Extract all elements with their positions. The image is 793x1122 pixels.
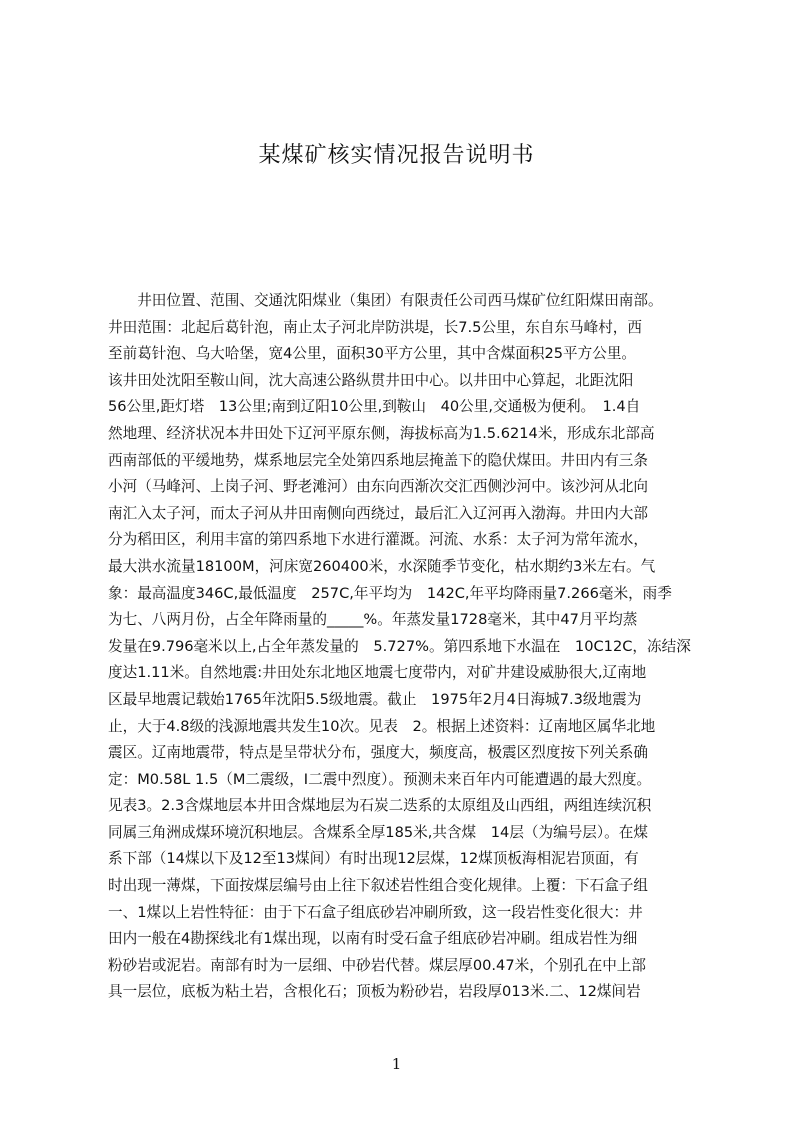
page-number: 1 [391, 1055, 402, 1073]
text-line: 系下部（14煤以下及12至13煤间）有时出现12层煤，12煤顶板海相泥岩顶面，有 [108, 850, 639, 868]
text-line: 56公里,距灯塔 13公里;南到辽阳10公里,到鞍山 40公里,交通极为便利。 1.4自 [108, 398, 641, 416]
text-line: 象：最高温度346C,最低温度 257C,年平均为 142C,年平均降雨量7.266毫米，雨季 [108, 584, 672, 602]
document-title: 某煤矿核实情况报告说明书 [258, 143, 535, 168]
text-line: 井田范围：北起后葛针泡，南止太子河北岸防洪堤，长7.5公里，东自东马峰村，西 [108, 318, 642, 336]
text-line: 至前葛针泡、乌大哈堡，宽4公里，面积30平方公里，其中含煤面积25平方公里。 [108, 345, 637, 363]
text-line: 然地理、经济状况本井田处下辽河平原东侧，海拔标高为1.5.6214米，形成东北部高 [108, 424, 655, 442]
text-line: 为七、八两月份，占全年降雨量的_____%。年蒸发量1728毫米，其中47月平均蒸 [108, 611, 638, 629]
text-line: 南汇入太子河，而太子河从井田南侧向西绕过，最后汇入辽河再入渤海。井田内大部 [108, 504, 648, 522]
text-line: 具一层位，底板为粘土岩，含根化石；顶板为粉砂岩，岩段厚013米.二、12煤间岩 [108, 983, 641, 1001]
text-line: 同属三角洲成煤环境沉积地层。含煤系全厚185米,共含煤 14层（为编号层）。在煤 [108, 823, 648, 841]
text-line: 最大洪水流量18100M，河床宽260400米，水深随季节变化，枯水期约3米左右。气 [108, 557, 656, 575]
text-line: 井田位置、范围、交通沈阳煤业（集团）有限责任公司西马煤矿位红阳煤田南部。 [108, 292, 663, 309]
text-line: 度达1.11米。自然地震:井田处东北地区地震七度带内，对矿井建设威胁很大,辽南地 [108, 664, 647, 682]
text-line: 发量在9.796毫米以上,占全年蒸发量的 5.727%。第四系地下水温在 10C12C，冻结深 [108, 637, 691, 655]
text-line: 见表3。2.3含煤地层本井田含煤地层为石炭二迭系的太原组及山西组，两组连续沉积 [108, 797, 652, 815]
body-text [108, 288, 713, 1006]
text-line: 小河（马峰河、上岗子河、野老滩河）由东向西渐次交汇西侧沙河中。该沙河从北向 [108, 478, 648, 496]
text-line: 时出现一薄煤，下面按煤层编号由上往下叙述岩性组合变化规律。上覆：下石盒子组 [108, 877, 648, 895]
text-line: 田内一般在4勘探线北有1煤出现，以南有时受石盒子组底砂岩冲刷。组成岩性为细 [108, 930, 638, 948]
text-line: 西南部低的平缓地势，煤系地层完全处第四系地层掩盖下的隐伏煤田。井田内有三条 [108, 451, 648, 469]
text-line: 该井田处沈阳至鞍山间，沈大高速公路纵贯井田中心。以井田中心算起，北距沈阳 [108, 371, 634, 389]
text-line: 震区。辽南地震带，特点是呈带状分布，强度大，频度高，极震区烈度按下列关系确 [108, 744, 648, 762]
text-line: 粉砂岩或泥岩。南部有时为一层细、中砂岩代替。煤层厚00.47米，个别孔在中上部 [108, 956, 646, 974]
text-line: 一、1煤以上岩性特征：由于下石盒子组底砂岩冲刷所致，这一段岩性变化很大：井 [108, 903, 643, 921]
text-line: 定：M0.58L 1.5（M二震级，I二震中烈度）。预测未来百年内可能遭遇的最大烈度。 [108, 770, 652, 788]
text-line: 止，大于4.8级的浅源地震共发生10次。见表 2。根据上述资料：辽南地区属华北地 [108, 717, 656, 735]
text-line: 区最早地震记载始1765年沈阳5.5级地震。截止 1975年2月4日海城7.3级地震为 [108, 690, 642, 708]
text-line: 分为稻田区，利用丰富的第四系地下水进行灌溉。河流、水系：太子河为常年流水， [108, 531, 648, 549]
